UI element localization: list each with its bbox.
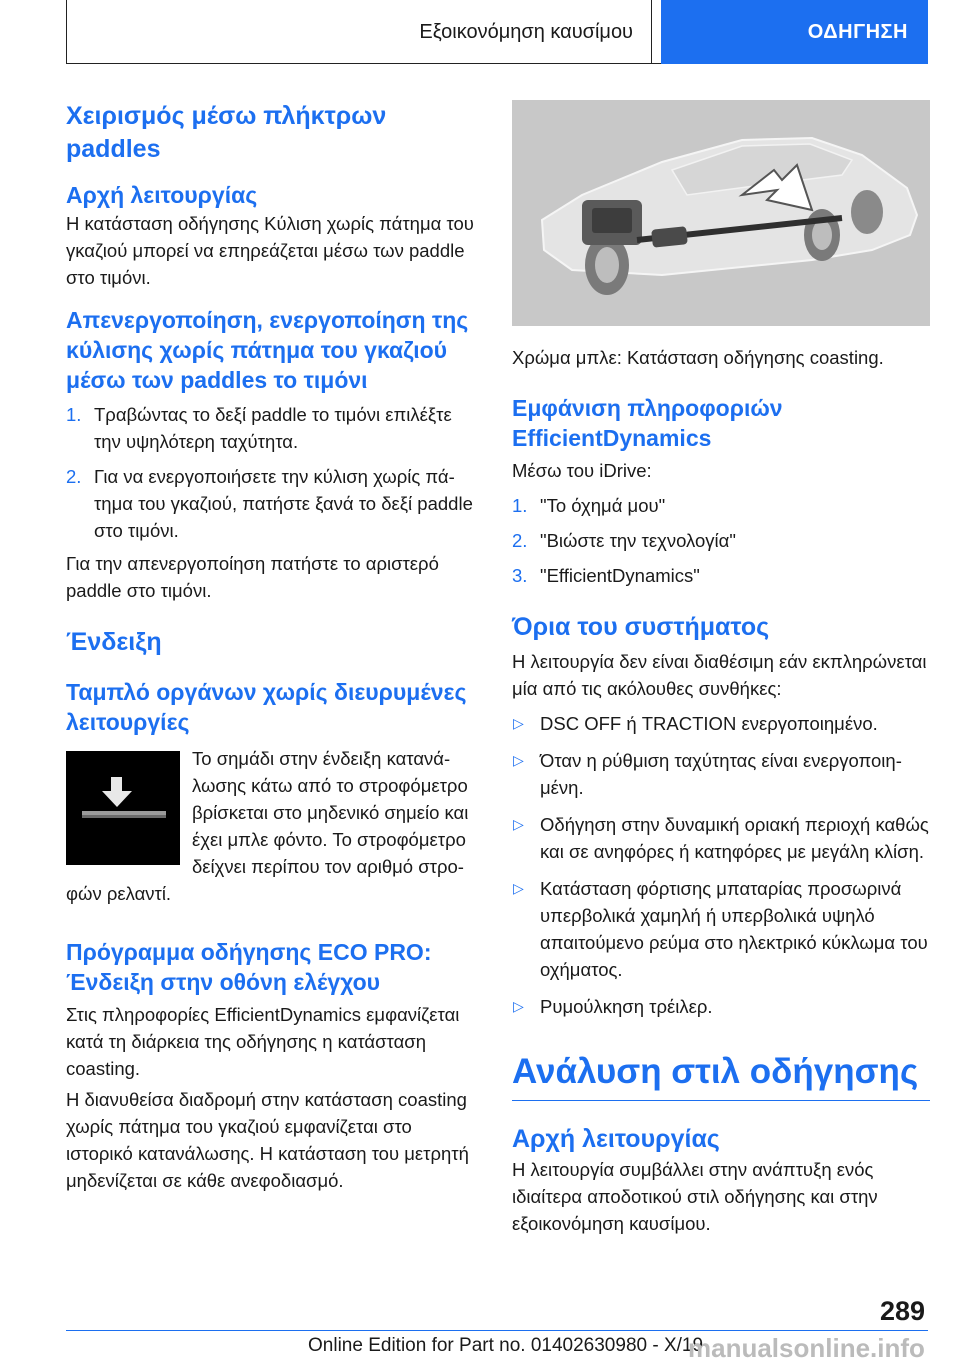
step-number: 3.: [512, 565, 528, 586]
analysis-heading-rule: [512, 1050, 930, 1101]
condition-text: Κατάσταση φόρτισης μπαταρίας προσωρινά υπερβολικά χαμηλή ή υπερβολικά υψηλό απαιτούμενο ρεύμα στο ηλεκτρικό κύκλωμα του οχήματος.: [540, 878, 928, 980]
activate-heading: Απενεργοποίηση, ενεργοποίηση της κύλισης χωρίς πάτημα του γκαζιού μέσω των paddles το τιμόνι: [66, 307, 469, 393]
analysis-heading: Ανάλυση στιλ οδήγησης: [512, 1052, 919, 1091]
bullet-triangle-icon: ▷: [513, 816, 524, 832]
list-item: [512, 492, 930, 519]
watermark-logo: manualsonline.info: [688, 1333, 925, 1362]
cluster-block: [66, 745, 482, 907]
list-item: [512, 875, 930, 983]
eco-text-2: Η διανυθείσα διαδρομή στην κατάσταση coasting χωρίς πάτημα του γκαζιού εμφανίζεται στο ιστορικό κατανάλωσης. Η κατάσταση του μετρητή μηδενίζεται σε κάθε ανεφοδιασμό.: [66, 1089, 469, 1191]
limits-text: Η λειτουργία δεν είναι διαθέσιμη εάν εκπληρώνεται μία από τις ακόλουθες συνθήκες:: [512, 651, 927, 699]
step-text: "EfficientDynamics": [540, 565, 700, 586]
bullet-triangle-icon: ▷: [513, 998, 524, 1014]
chapter-tab[interactable]: ΟΔΗΓΗΣΗ: [661, 0, 928, 64]
info-heading: Εμφάνιση πληροφοριών EfficientDynamics: [512, 395, 783, 451]
eco-heading: Πρόγραμμα οδήγησης ECO PRO: Ένδειξη στην οθόνη ελέγχου: [66, 939, 432, 995]
bullet-triangle-icon: ▷: [513, 715, 524, 731]
step-text: Τραβώντας το δεξί paddle το τιμόνι επιλέξτε την υψηλότερη ταχύτητα.: [94, 404, 452, 452]
list-item: [512, 993, 930, 1020]
deactivate-text: Για την απενεργοποίηση πατήστε το αριστερό paddle στο τιμόνι.: [66, 553, 439, 601]
conditions-list: [512, 710, 930, 1020]
via-idrive-text: Μέσω του iDrive:: [512, 460, 652, 481]
principle-heading: Αρχή λειτουργίας: [66, 182, 258, 208]
list-item: [512, 747, 930, 801]
car-drivetrain-image: [512, 100, 930, 326]
step-number: 2.: [66, 466, 82, 487]
car-illustration: [512, 100, 930, 326]
eco-text-1: Στις πληροφορίες EfficientDynamics εμφανίζεται κατά τη διάρκεια της οδήγησης η κατάσταση coasting.: [66, 1004, 460, 1079]
bullet-triangle-icon: ▷: [513, 880, 524, 896]
step-text: Για να ενεργοποιήσετε την κύλιση χωρίς πάτημα του γκαζιού, πατήστε ξανά το δεξί paddle στο τιμόνι.: [94, 466, 473, 541]
list-item: [512, 527, 930, 554]
step-number: 1.: [66, 404, 82, 425]
list-item: [512, 811, 930, 865]
condition-text: DSC OFF ή TRACTION ενεργοποιημένο.: [540, 713, 878, 734]
display-heading: Ένδειξη: [66, 628, 162, 656]
footer-rule: [66, 1330, 928, 1331]
section-title: Εξοικονόμηση καυσίμου: [66, 0, 652, 64]
principle-text: Η κατάσταση οδήγησης Κύλιση χωρίς πάτημα του γκαζιού μπορεί να επηρεάζεται μέσω των paddle στο τιμόνι.: [66, 213, 474, 288]
image-caption: Χρώμα μπλε: Κατάσταση οδήγησης coasting.: [512, 347, 884, 368]
step-text: "Βιώστε την τεχνολογία": [540, 530, 736, 551]
coasting-indicator-image: [66, 751, 180, 865]
condition-text: Όταν η ρύθμιση ταχύτητας είναι ενεργοποιημένη.: [540, 750, 902, 798]
analysis-text: Η λειτουργία συμβάλλει στην ανάπτυξη ενός ιδιαίτερα αποδοτικού στιλ οδήγησης και στην εξοικονόμηση καυσίμου.: [512, 1159, 878, 1234]
cluster-heading: Ταμπλό οργάνων χωρίς διευρυμένες λειτουργίες: [66, 679, 467, 735]
activation-steps: [66, 401, 482, 544]
right-column: [512, 100, 930, 1237]
left-column: [66, 100, 482, 1194]
cluster-text: Το σημάδι στην ένδειξη κατανάλωσης κάτω από το στροφόμετρο βρίσκεται στο μηδενικό σημείο και έχει μπλε φόντο. Το στροφόμετρο δείχνει περίπου τον αριθμό στροφών ρελαντί.: [66, 748, 469, 904]
idrive-steps: [512, 492, 930, 589]
step-text: "Το όχημά μου": [540, 495, 666, 516]
list-item: [512, 710, 930, 737]
step-number: 1.: [512, 495, 528, 516]
page-number: 289: [880, 1296, 926, 1326]
paddles-title: Χειρισμός μέσω πλήκτρων paddles: [66, 102, 387, 163]
list-item: [66, 463, 482, 544]
list-item: [512, 562, 930, 589]
condition-text: Οδήγηση στην δυναμική οριακή περιοχή καθώς και σε ανηφόρες ή κατηφόρες με μεγάλη κλίση.: [540, 814, 929, 862]
list-item: [66, 401, 482, 455]
down-arrow-icon: [66, 751, 180, 865]
edition-text: Online Edition for Part no. 01402630980 - X/19: [308, 1335, 704, 1356]
condition-text: Ρυμούλκηση τρέιλερ.: [540, 996, 713, 1017]
step-number: 2.: [512, 530, 528, 551]
limits-heading: Όρια του συστήματος: [512, 613, 770, 641]
analysis-principle-heading: Αρχή λειτουργίας: [512, 1125, 720, 1153]
bullet-triangle-icon: ▷: [513, 752, 524, 768]
